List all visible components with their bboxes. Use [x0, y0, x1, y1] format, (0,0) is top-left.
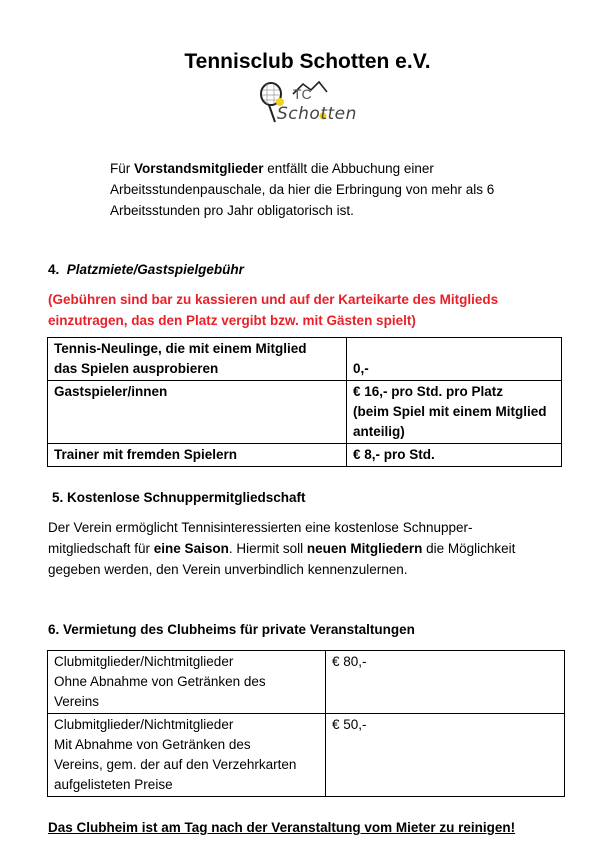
table-cell — [48, 714, 326, 797]
cell-line: (beim Spiel mit einem Mitglied — [353, 404, 547, 419]
section6-heading: 6. Vermietung des Clubheims für private Veranstaltungen — [48, 622, 415, 637]
table-cell — [48, 444, 347, 467]
cell-line: 0,- — [353, 361, 369, 376]
cell-line: aufgelisteten Preise — [54, 777, 173, 792]
logo-tc: TC — [293, 86, 312, 102]
table-row — [48, 381, 562, 444]
cell-line: Tennis-Neulinge, die mit einem Mitglied — [54, 341, 307, 356]
cell-line: Ohne Abnahme von Getränken des — [54, 674, 266, 689]
cell-line: Trainer mit fremden Spielern — [54, 447, 238, 462]
note-line: (Gebühren sind bar zu kassieren und auf der Karteikarte des Mitglieds — [48, 292, 499, 307]
para-text: mitgliedschaft für — [48, 541, 154, 556]
table-cell — [48, 651, 326, 714]
para-text: die Möglichkeit — [422, 541, 516, 556]
fee-table — [47, 337, 562, 467]
table-cell — [347, 444, 562, 467]
cell-line: € 16,- pro Std. pro Platz — [353, 384, 504, 399]
intro-line: Arbeitsstundenpauschale, da hier die Erbringung von mehr als 6 — [110, 182, 495, 197]
cell-line: Clubmitglieder/Nichtmitglieder — [54, 717, 234, 732]
intro-line: Arbeitsstunden pro Jahr obligatorisch ist. — [110, 203, 354, 218]
section-number: 4. — [48, 262, 60, 277]
price: € 80,- — [332, 654, 367, 669]
table-cell — [347, 381, 562, 444]
cell-line: Vereins, gem. der auf den Verzehrkarten — [54, 757, 297, 772]
table-cell — [326, 714, 565, 797]
cleaning-notice: Das Clubheim ist am Tag nach der Veranstaltung vom Mieter zu reinigen! — [48, 820, 516, 835]
table-row — [48, 714, 565, 797]
table-cell — [48, 381, 347, 444]
price: € 50,- — [332, 717, 367, 732]
table-cell — [48, 338, 347, 381]
para-text: . Hiermit soll — [228, 541, 307, 556]
table-row — [48, 651, 565, 714]
section5-paragraph — [48, 517, 515, 580]
para-line: Der Verein ermöglicht Tennisinteressierten eine kostenlose Schnupper- — [48, 520, 473, 535]
page-title: Tennisclub Schotten e.V. — [184, 50, 431, 73]
table-cell — [347, 338, 562, 381]
fee-note — [48, 289, 568, 331]
cell-line: anteilig) — [353, 424, 405, 439]
para-bold: eine Saison — [153, 541, 229, 556]
para-bold: neuen Mitgliedern — [306, 541, 423, 556]
section5-heading: 5. Kostenlose Schnuppermitgliedschaft — [52, 490, 306, 505]
intro-text: Für — [110, 161, 135, 176]
cell-line: Vereins — [54, 694, 100, 709]
cell-line: Mit Abnahme von Getränken des — [54, 737, 251, 752]
section4-heading — [48, 262, 244, 277]
intro-paragraph — [110, 158, 494, 221]
club-logo — [255, 80, 365, 130]
cell-line: € 8,- pro Std. — [353, 447, 435, 462]
section-title: Platzmiete/Gastspielgebühr — [66, 262, 244, 277]
table-row — [48, 444, 562, 467]
rental-table — [47, 650, 565, 797]
cell-line: Clubmitglieder/Nichtmitglieder — [54, 654, 234, 669]
logo-word: Schotten — [277, 104, 357, 124]
cell-spacer — [353, 339, 555, 359]
note-line: einzutragen, das den Platz vergibt bzw. mit Gästen spielt) — [48, 313, 416, 328]
table-cell — [326, 651, 565, 714]
para-line: gegeben werden, den Verein unverbindlich kennenzulernen. — [48, 562, 408, 577]
intro-text: entfällt die Abbuchung einer — [263, 161, 434, 176]
intro-bold: Vorstandsmitglieder — [134, 161, 264, 176]
cell-line: das Spielen ausprobieren — [54, 361, 219, 376]
table-row — [48, 338, 562, 381]
cell-line: Gastspieler/innen — [54, 384, 168, 399]
